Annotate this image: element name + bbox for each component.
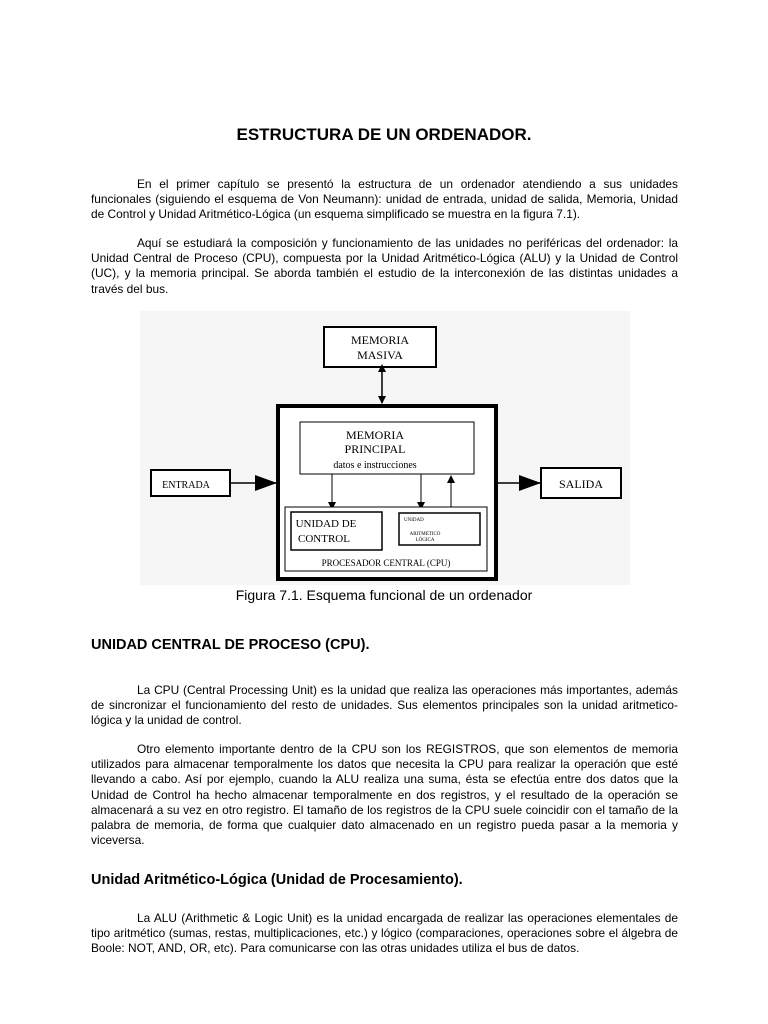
intro-paragraph-1: En el primer capítulo se presentó la estructura de un ordenador atendiendo a sus unidades funcionales (siguiendo el esquema de Von Neumann): unidad de entrada, unidad de salida, Memoria, Unidad de Control y Unidad Aritmético-Lógica (un esquema simplificado se muestra en la figura 7.1).	[91, 177, 678, 222]
cpu-paragraph-2: Otro elemento importante dentro de la CPU son los REGISTROS, que son elementos de memoria utilizados para almacenar temporalmente los datos que necesita la CPU para realizar la operación que esté llevando a cabo. Así por ejemplo, cuando la ALU realiza una suma, ésta se efectúa entre dos datos que la Unidad de Control ha hecho almacenar temporalmente en dos registros, y el resultado de la operación se almacenará a su vez en otro registro. El tamaño de los registros de la CPU suele coincidir con el tamaño de la palabra de memoria, de forma que cualquier dato almacenado en un registro pueda pasar a la memoria y viceversa.	[91, 742, 678, 848]
svg-text:MEMORIA: MEMORIA	[350, 333, 410, 347]
svg-text:PRINCIPAL: PRINCIPAL	[344, 442, 406, 456]
cpu-paragraph-1: La CPU (Central Processing Unit) es la unidad que realiza las operaciones más importantes, además de sincronizar el funcionamiento del resto de unidades. Sus elementos principales son la unidad aritmetico-lógica y la unidad de control.	[91, 683, 678, 728]
section-heading-cpu: UNIDAD CENTRAL DE PROCESO (CPU).	[91, 637, 370, 653]
svg-text:SALIDA: SALIDA	[559, 477, 603, 491]
svg-text:UNIDAD DE: UNIDAD DE	[295, 518, 357, 530]
section-heading-alu: Unidad Aritmético-Lógica (Unidad de Procesamiento).	[91, 872, 463, 888]
salida-box	[541, 468, 621, 498]
svg-text:datos e instrucciones: datos e instrucciones	[333, 460, 417, 471]
figure-von-neumann-diagram	[140, 311, 630, 585]
svg-text:CONTROL: CONTROL	[298, 533, 350, 545]
page-title: ESTRUCTURA DE UN ORDENADOR.	[236, 125, 532, 144]
svg-text:UNIDAD: UNIDAD	[404, 518, 424, 523]
memoria-masiva-box	[324, 327, 436, 367]
memoria-principal-box	[300, 422, 474, 474]
alu-box	[399, 513, 480, 545]
svg-text:PROCESADOR CENTRAL (CPU): PROCESADOR CENTRAL (CPU)	[321, 558, 451, 568]
unidad-control-box	[291, 512, 382, 550]
svg-text:MASIVA: MASIVA	[357, 348, 403, 362]
svg-text:ARITMETICO: ARITMETICO	[409, 532, 441, 537]
figure-caption: Figura 7.1. Esquema funcional de un ordenador	[235, 587, 533, 603]
entrada-box	[151, 470, 230, 496]
svg-text:LÓGICA: LÓGICA	[415, 538, 435, 543]
svg-text:MEMORIA: MEMORIA	[345, 428, 405, 442]
svg-text:ENTRADA: ENTRADA	[162, 480, 210, 491]
alu-paragraph-1: La ALU (Arithmetic & Logic Unit) es la unidad encargada de realizar las operaciones elementales de tipo aritmético (sumas, restas, multiplicaciones, etc.) y lógico (comparaciones, operaciones sobre el álgebra de Boole: NOT, AND, OR, etc). Para comunicarse con las otras unidades utiliza el bus de datos.	[91, 911, 678, 956]
intro-paragraph-2: Aquí se estudiará la composición y funcionamiento de las unidades no periféricas del ordenador: la Unidad Central de Proceso (CPU), compuesta por la Unidad Aritmético-Lógica (ALU) y la Unidad de Control (UC), y la memoria principal. Se aborda también el estudio de la interconexión de las distintas unidades a través del bus.	[91, 236, 678, 296]
